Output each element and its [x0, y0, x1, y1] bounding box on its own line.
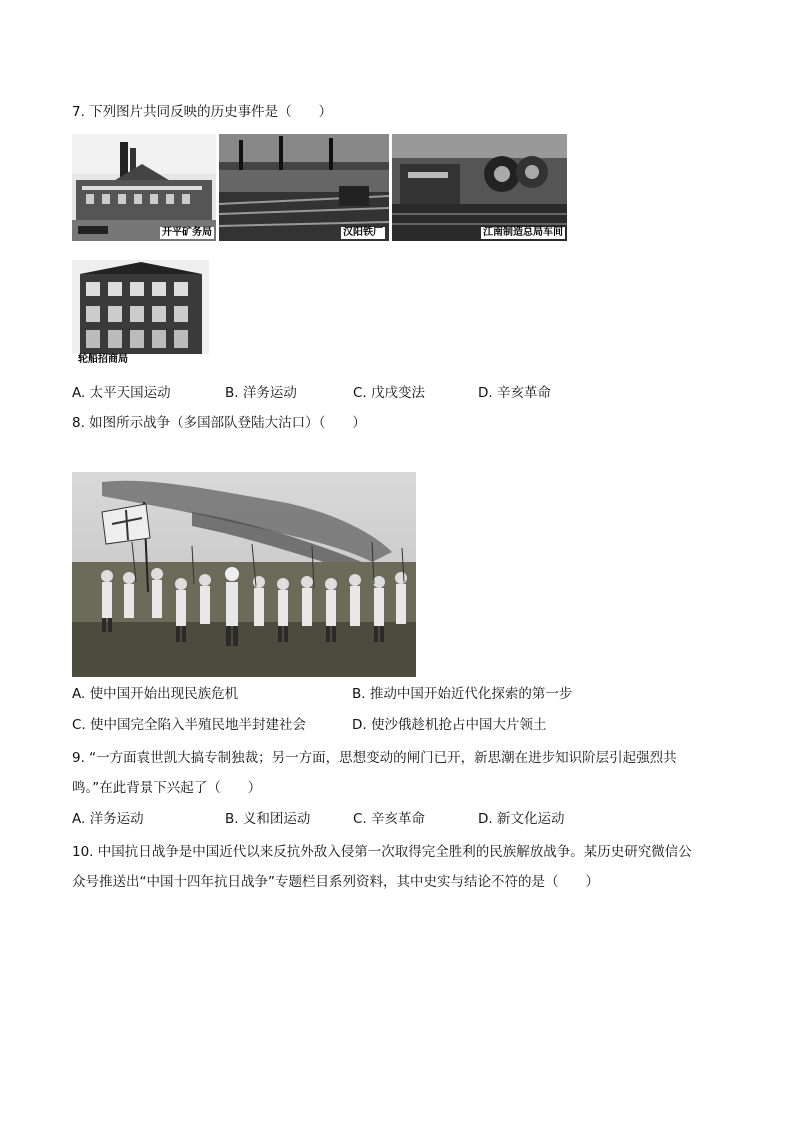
q7-caption-2: 汉阳铁厂 — [343, 227, 383, 238]
q7-caption-1: 开平矿务局 — [162, 227, 212, 238]
q7-stem: 7. 下列图片共同反映的历史事件是（ ） — [72, 104, 333, 120]
q9-stem-line1: 9. “一方面袁世凯大搞专制独裁；另一方面，思想变动的闸门已开，新思潮在进步知识阶层引起强烈共 — [72, 750, 677, 766]
q8-option-a[interactable]: A. 使中国开始出现民族危机 — [72, 686, 239, 702]
q8-photo-dagu-landing — [72, 472, 416, 677]
q7-option-b[interactable]: B. 洋务运动 — [225, 385, 297, 401]
q10-stem-line1: 10. 中国抗日战争是中国近代以来反抗外敌入侵第一次取得完全胜利的民族解放战争。某历史研究微信公 — [72, 844, 692, 860]
q7-option-c[interactable]: C. 戊戌变法 — [353, 385, 426, 401]
q9-option-c[interactable]: C. 辛亥革命 — [353, 811, 426, 827]
q10-stem-line2: 众号推送出“中国十四年抗日战争”专题栏目系列资料，其中史实与结论不符的是（ ） — [72, 874, 599, 890]
q7-photo-hanyang — [219, 134, 389, 241]
q7-option-d[interactable]: D. 辛亥革命 — [478, 385, 551, 401]
q9-option-d[interactable]: D. 新文化运动 — [478, 811, 565, 827]
q9-option-b[interactable]: B. 义和团运动 — [225, 811, 311, 827]
q8-option-b[interactable]: B. 推动中国开始近代化探索的第一步 — [352, 686, 573, 702]
q9-option-a[interactable]: A. 洋务运动 — [72, 811, 144, 827]
q8-option-c[interactable]: C. 使中国完全陷入半殖民地半封建社会 — [72, 717, 307, 733]
q8-stem: 8. 如图所示战争（多国部队登陆大沽口）（ ） — [72, 415, 366, 431]
q9-stem-line2: 鸣。”在此背景下兴起了（ ） — [72, 780, 262, 796]
q7-photo-kaiping — [72, 134, 216, 241]
q7-caption-4: 轮船招商局 — [78, 354, 128, 365]
q7-photo-zhaoshang — [72, 260, 209, 368]
q8-option-d[interactable]: D. 使沙俄趁机抢占中国大片领土 — [352, 717, 547, 733]
q7-caption-3: 江南制造总局车间 — [483, 227, 563, 238]
q7-photo-jiangnan — [392, 134, 567, 241]
q7-option-a[interactable]: A. 太平天国运动 — [72, 385, 171, 401]
